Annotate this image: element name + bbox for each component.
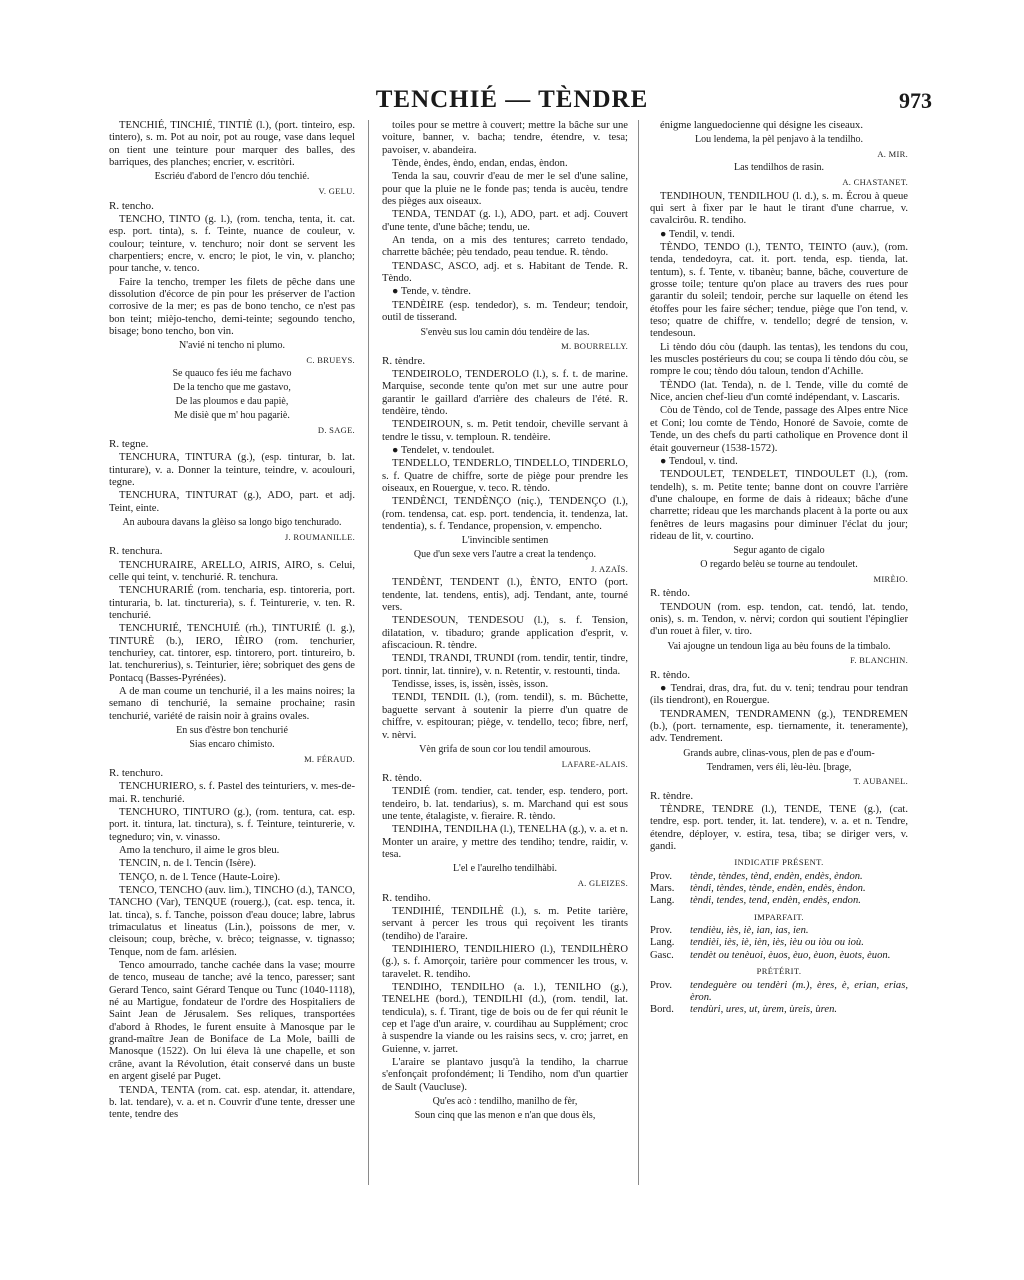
citation-line: S'envèu sus lou camin dóu tendèire de las. [420,326,590,338]
etymology-reference: R. tenchura. [109,545,163,558]
entry-paragraph: TENCHURIÉ, TENCHUIÉ (rh.), TINTURIÉ (l. g.), TINTURÈ (b.), IERO, IÈIRO (rom. tenchurier, tenchuriey, cat. tintorer, esp. tintorero, port. tintureiro, b. lat. tenchurerius), s. Teinturier, ière; sobriquet des gens de Pontacq (Basses-Pyrénées). [109,623,355,684]
citation-author: LAFARE-ALAIS. [561,758,628,769]
entry-paragraph: ● Tende, v. tèndre. [392,286,471,298]
entry-paragraph: Còu de Tèndo, col de Tende, passage des Alpes entre Nice et Coni; lou comte de Tèndo, Honoré de Savoie, comte de Tende, un des chefs du parti catholique en Provence dont il était gouverneur (1538-1572). [650,405,908,454]
entry-paragraph: TENDOULET, TENDELET, TINDOULET (l.), (rom. tendelh), s. m. Petite tente; banne dont on couvre l'arrière d'une chaloupe, en forme de dais à rideaux; bâche d'une charrette; rideau que les marchands placent à la porte ou aux fenêtres de leurs magasins pour diminuer l'éclat du jour; rideau de lit, v. courtino. [650,469,908,542]
entry-paragraph: TENDIÉ (rom. tendier, cat. tender, esp. tendero, port. tendeiro, b. lat. tendarius), s. m. Marchand qui est sous une tente, étalagiste, v. fieraire. R. tèndo. [382,786,628,823]
conjugation-forms: tendèt ou tenèuoi, èuos, èuo, èuon, èuots, èuon. [690,949,891,961]
tense-heading: INDICATIF PRÉSENT. [734,857,824,868]
citation-line: Tendramen, vers éli, lèu-lèu. [brage, [706,761,852,773]
citation-author: C. BRUEYS. [306,355,355,366]
entry-paragraph: Tenda la sau, couvrir d'eau de mer le sel d'une saline, pour que la pluie ne le fonde pas; tenda is aucèu, tendre des pièges aux oiseaux. [382,171,628,208]
citation-author: A. GLEIZES. [577,878,628,889]
entry-paragraph: Tènde, èndes, èndo, endan, endas, èndon. [392,158,568,170]
etymology-reference: R. tegne. [109,437,149,450]
entry-paragraph: ● Tendil, v. tendi. [660,228,735,240]
conjugation-row [650,883,908,895]
column-rule [638,120,639,1185]
citation-author: MIRÈIO. [873,573,908,584]
running-head: TENCHIÉ — TÈNDRE [375,86,649,113]
column-left [109,120,355,1123]
entry-paragraph: énigme languedocienne qui désigne les ciseaux. [660,120,863,131]
entry-paragraph: Faire la tencho, tremper les filets de pêche dans une dissolution d'écorce de pin pour les préserver de l'action corrosive de la mer; es pas de bono tencho, ce n'est pas bon teint; mièjo-tencho, demi-teinte; segoundo tencho, bisage; bono tencho, bon vin. [109,276,355,337]
entry-paragraph: TÈNDO (lat. Tenda), n. de l. Tende, ville du comté de Nice, ancien chef-lieu d'un comté indépendant, v. Lascaris. [650,379,908,404]
entry-paragraph: TENCHURAIRE, ARELLO, AIRIS, AIRO, s. Celui, celle qui teint, v. tenchurié. R. tenchura. [109,559,355,583]
entry-paragraph: TENDELLO, TENDERLO, TINDELLO, TINDERLO, s. f. Quatre de chiffre, sorte de piège pour prendre les oiseaux, en Rouergue, v. teco. R. tèndo. [382,458,628,495]
citation-line: De las ploumos e dau papiè, [175,396,289,408]
conjugation-row [650,937,908,949]
citation-line: Que d'un sexe vers l'autre a creat la tendenço. [413,549,597,561]
entry-paragraph: toiles pour se mettre à couvert; mettre la bâche sur une voiture, banner, v. bacha; tendre, étendre, v. tesa; pavoiser, v. abandeira. [382,120,628,156]
entry-paragraph: TENDEIROLO, TENDEROLO (l.), s. f. t. de marine. Marquise, seconde tente qu'on met sur une autre pour garantir le gaillard d'arrière des chaleurs de l'été. R. tendèire, tèndo. [382,368,628,418]
citation-author: F. BLANCHIN. [850,655,908,666]
entry-paragraph: TENDI, TRANDI, TRUNDI (rom. tendir, tentir, tindre, port. tinnir, lat. tinnire), v. n. Retentir, v. restounti, tinda. [382,653,628,677]
dialect-label: Lang. [650,895,675,907]
citation-line: L'invincible sentimen [461,535,549,547]
dialect-label: Gasc. [650,949,674,961]
citation-line: Lou lendema, la pèl penjavo à la tendilho. [695,134,863,146]
entry-paragraph: ● Tendoul, v. tind. [660,455,738,467]
entry-paragraph: ● Tendrai, dras, dra, fut. du v. teni; tendrau pour tendran (ils tiendront), en Rouergue. [650,683,908,707]
citation-author: M. FÉRAUD. [304,753,355,764]
tense-heading: PRÉTÉRIT. [756,966,802,977]
conjugation-row [650,980,908,1005]
citation-author: A. CHASTANET. [842,177,908,188]
citation-line: Las tendilhos de rasin. [734,162,824,174]
conjugation-row [650,871,908,883]
tense-heading: IMPARFAIT. [754,911,804,922]
page-number: 973 [899,88,932,113]
dialect-label: Mars. [650,883,675,895]
citation-line: Grands aubre, clinas-vous, plen de pas e d'oum- [683,747,875,759]
entry-paragraph: TENDÈNCI, TENDÈNÇO (niç.), TENDENÇO (l.), (rom. tendensa, cat. esp. port. tendencia, it. tendenza, lat. tendentia), s. f. Tendance, propension, v. empencho. [382,496,628,533]
etymology-reference: R. tenchuro. [109,766,164,779]
entry-paragraph: TENCHURIERO, s. f. Pastel des teinturiers, v. mes-de-mai. R. tenchurié. [109,781,355,805]
etymology-reference: R. tencho. [109,199,154,212]
conjugation-row [650,950,908,962]
entry-paragraph: Amo la tenchuro, il aime le gros bleu. [119,844,280,856]
entry-paragraph: Tendisse, isses, is, issèn, issès, isson. [392,679,549,691]
citation-line: Escriéu d'abord de l'encro dóu tenchié. [154,171,310,183]
conjugation-forms: tendeguère ou tendèri (m.), ères, è, erian, erias, èron. [690,979,908,1003]
entry-paragraph: TENDESOUN, TENDESOU (l.), s. f. Tension, dilatation, v. tibaduro; grande application d'esprit, v. afiscacioun. R. tèndre. [382,615,628,652]
citation-line: An auboura davans la glèiso sa longo bigo tenchurado. [122,517,342,529]
entry-paragraph: TENDASC, ASCO, adj. et s. Habitant de Tende. R. Tèndo. [382,260,628,285]
citation-line: L'el e l'aurelho tendilhàbi. [452,863,558,875]
dialect-label: Lang. [650,937,675,949]
entry-paragraph: TENDIHOUN, TENDILHOU (l. d.), s. m. Écrou à queue qui sert à fixer par le haut le tirant d'une charrue, v. cavalcirôu. R. tendiho. [650,190,908,227]
etymology-reference: R. tèndo. [382,772,423,784]
conjugation-row [650,925,908,937]
entry-paragraph: TENDÈIRE (esp. tendedor), s. m. Tendeur; tendoir, outil de tisserand. [382,299,628,324]
entry-paragraph: Li tèndo dóu còu (dauph. las tentas), les tendons du cou, les muscles postérieurs du cou; se coupa li tèndo dóu còu, se rompre le cou; tèndo dóu taloun, tendon d'Achille. [650,341,908,378]
conjugation-forms: tènde, tèndes, tènd, endèn, endès, èndon. [690,870,863,882]
entry-paragraph: An tenda, on a mis des tentures; carreto tendado, charrette bâchée; pèu tendado, peau tendue. R. tèndo. [382,235,628,259]
citation-line: Qu'es acò : tendilho, manilho de fèr, [432,1096,578,1108]
citation-line: Vèn grifa de soun cor lou tendil amourous. [419,743,591,755]
conjugation-forms: tendièu, iès, iè, ian, ias, ien. [690,925,809,937]
dialect-label: Prov. [650,979,672,991]
conjugation-row [650,1004,908,1016]
citation-author: A. MIR. [877,149,908,160]
entry-paragraph: TENÇO, n. de l. Tence (Haute-Loire). [119,871,281,883]
etymology-reference: R. tendiho. [382,891,431,904]
etymology-reference: R. tèndre. [650,789,694,802]
entry-paragraph: TENDI, TENDIL (l.), (rom. tendil), s. m. Bûchette, baguette servant à soutenir la pierre d'un quatre de chiffre, v. espitouran; piège, v. tendello, teco; fibre, nerf, v. nèrvi. [382,692,628,741]
dialect-label: Bord. [650,1004,674,1016]
entry-paragraph: TENCHURO, TINTURO (g.), (rom. tentura, cat. esp. port. it. tintura, lat. tinctura), s. f. Teinture, teinturerie, v. tegneduro; vin, v. vinasso. [109,806,355,843]
entry-paragraph: TENDEIROUN, s. m. Petit tendoir, cheville servant à tendre le tissu, v. temploun. R. tendèire. [382,419,628,443]
entry-paragraph: Tenco amourrado, tanche cachée dans la vase; mourre de tenco, museau de tanche; avé la tenco, paresser; sant Gerard Tenco, saint Gérard Tenque ou Tunc (1040-1118), né au Martigue, fondateur de l'ordre des Hospitaliers de Saint Jean de Jérusalem. Ses reliques, transportées d'abord à Rhodes, le furent ensuite à Manosque par le grand-maître Jean de Boniface de La Mole, bailli de Manosque (1522). On lui éleva là une chapelle, et son crâne, avant la Révolution, était conservé dans un buste en argent giselé par Puget. [109,960,355,1083]
dialect-label: Prov. [650,925,672,937]
etymology-reference: R. tèndo. [650,668,691,681]
citation-author: T. AUBANEL. [853,776,908,787]
citation-line: O regardo belèu se tourne au tendoulet. [700,559,858,571]
citation-line: De la tencho que me gastavo, [173,382,291,394]
citation-author: V. GELU. [318,186,355,197]
etymology-reference: R. tèndo. [650,587,691,600]
conjugation-forms: tendièi, iès, iè, ièn, iès, ièu ou iòu ou ioù. [690,937,864,949]
entry-paragraph: L'araire se plantavo jusqu'à la tendiho, la charrue s'enfonçait profondément; li Tendiho, nom d'un quartier de Sault (Vaucluse). [382,1057,628,1093]
conjugation-forms: tendùri, ures, ut, ùrem, ùreis, ùren. [690,1004,838,1016]
entry-paragraph: TENCHO, TINTO (g. l.), (rom. tencha, tenta, it. cat. esp. port. tinta), s. f. Teinte, nuance de couleur, v. coulour; teinture, v. tenchuro; noir dont se servent les charpentiers; encre, v. encro; le piot, le vin, v. plancho; pour tanche, v. tenco. [109,213,355,275]
column-middle [382,120,628,1124]
citation-line: Sias encaro chimisto. [189,738,275,750]
entry-paragraph: TENDIHO, TENDILHO (a. l.), TENILHO (g.), TENELHE (bord.), TENDILHI (d.), (rom. tendil, lat. tendicula), s. f. Tirant, tige de bois ou de fer qui réunit le cep et l'age d'un araire, v. courdihau au Supplément; croc à suspendre la viande ou les raisins secs, v. cro; jarret, en Guienne, v. jarret. [382,981,628,1055]
citation-line: N'avié ni tencho ni plumo. [179,340,285,352]
entry-paragraph: TENCHURA, TINTURA (g.), (esp. tinturar, b. lat. tinturare), v. a. Donner la teinture, teindre, v. acoulouri, tegne. [109,452,355,488]
column-right [650,120,908,1017]
entry-paragraph: TENDÈNT, TENDENT (l.), ÈNTO, ENTO (port. tendente, lat. tendens, entis), adj. Tendant, ante, tourné vers. [382,577,628,614]
entry-paragraph: TÈNDRE, TENDRE (l.), TENDE, TENE (g.), (cat. tendre, esp. port. tender, it. lat. tendere), v. a. et n. Tendre, étendre, déployer, v. estira, tesa, tiba; se diriger vers, v. gandi. [650,804,908,853]
column-rule [368,120,369,1185]
entry-paragraph: TENDOUN (rom. esp. tendon, cat. tendó, lat. tendo, onis), s. m. Tendon, v. nèrvi; cordon qui soutient l'épinglier d'un rouet à filer, v. tiro. [650,601,908,638]
entry-paragraph: TENDIHIERO, TENDILHIERO (l.), TENDILHÈRO (g.), s. f. Amorçoir, tarière pour commencer les trous, v. taravelet. R. tendiho. [382,943,628,980]
entry-paragraph: ● Tendelet, v. tendoulet. [392,445,495,457]
entry-paragraph: A de man coume un tenchurié, il a les mains noires; la semano di tenchurié, la semaine prochaine; rasin tenchurié, variété de raisin noir à grains ovales. [109,685,355,722]
entry-paragraph: TENCIN, n. de l. Tencin (Isère). [119,858,257,870]
entry-paragraph: TENDRAMEN, TENDRAMENN (g.), TENDREMEN (b.), (port. ternamente, esp. tiernamente, it. teneramente), adv. Tendrement. [650,708,908,745]
entry-paragraph: TENCO, TENCHO (auv. lim.), TINCHO (d.), TANCO, TANCHO (Var), TENQUE (rouerg.), (cat. esp. tenca, it. lat. tinca), s. f. Tanche, poisson d'eau douce; labre, labrus trimaculatus et lineatus (Lin.), poissons de mer, v. cleisoun; coup, brèche, v. brèco; teignasse, v. tignasso; Tenque, nom de fam. arlésien. [109,885,355,958]
entry-paragraph: TENCHURA, TINTURAT (g.), ADO, part. et adj. Teint, einte. [109,490,355,514]
citation-author: M. BOURRELLY. [561,341,628,352]
citation-line: Se quauco fes iéu me fachavo [172,368,292,380]
citation-author: J. AZAÏS. [591,564,628,575]
citation-line: Me disiè que m' hou pagariè. [174,409,290,421]
entry-paragraph: TENDIHA, TENDILHA (l.), TENELHA (g.), v. a. et n. Monter un araire, y mettre des tendiho; tendre, raidir, v. tesa. [382,824,628,861]
conjugation-forms: tèndi, tendes, tend, endèn, endès, endon. [690,895,861,907]
citation-author: D. SAGE. [317,424,355,435]
citation-line: En sus d'èstre bon tenchurié [176,724,288,736]
citation-line: Vai ajougne un tendoun liga au bèu founs de la timbalo. [667,640,891,652]
dialect-label: Prov. [650,870,672,882]
entry-paragraph: TENDIHIÉ, TENDILHÈ (l.), s. m. Petite tarière, servant à percer les trous qui reçoivent les tirants (tendiho) de l'araire. [382,905,628,942]
entry-paragraph: TENDA, TENTA (rom. cat. esp. atendar, it. attendare, b. lat. tendare), v. a. et n. Couvrir d'une tente, dresser une tente, tendre des [109,1084,355,1121]
etymology-reference: R. tèndre. [382,354,426,367]
entry-paragraph: TENCHURARIÉ (rom. tencharia, esp. tintoreria, port. tinturaria, b. lat. tinctureria), s. f. Teinturerie, v. ten. R. tenchurié. [109,585,355,621]
citation-author: J. ROUMANILLE. [284,531,355,542]
entry-paragraph: TÈNDO, TENDO (l.), TENTO, TEINTO (auv.), (rom. tenda, tendedoyra, cat. it. port. tenda, esp. tienda, lat. tentum), s. f. Tente, v. tibanèu; banne, bâche, couverture de grosse toile; tenture qu'on place au travers des rues pour garantir du soleil; tendoir, perche sur laquelle on étend les étoffes pour les faire sécher; tendue, piège que l'on tend, v. teso; quatre de chiffre, v. tendello; degré de tension, v. tendesoun. [650,242,908,340]
conjugation-row [650,895,908,907]
citation-line: Segur aganto de cigalo [733,545,825,557]
entry-paragraph: TENDA, TENDAT (g. l.), ADO, part. et adj. Couvert d'une tente, d'une bâche; tendu, ue. [382,209,628,233]
conjugation-forms: tèndi, tèndes, tènde, endèn, endès, èndon. [690,883,866,895]
entry-paragraph: TENCHIÉ, TINCHIÉ, TINTIÈ (l.), (port. tinteiro, esp. tintero), s. m. Pot au noir, pot au rouge, vase dans lequel on tient une teinture pour marquer des balles, des barriques, des planches; encrier, v. escritòri. [109,120,355,169]
citation-line: Soun cinq que las menon e n'an que dous èls, [414,1109,596,1121]
